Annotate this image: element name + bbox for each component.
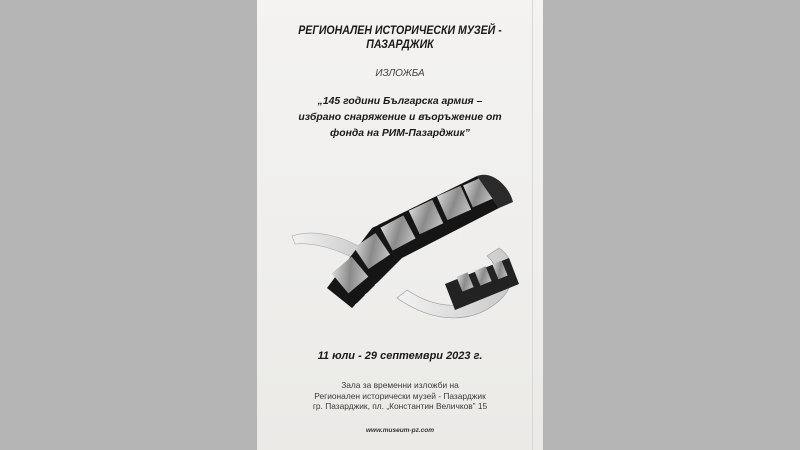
title-line: „145 години Българска армия –: [317, 96, 483, 107]
exhibition-title: [257, 94, 543, 142]
website-link[interactable]: www.museum-pz.com: [365, 427, 435, 434]
title-line: избрано снаряжение и въоръжение от: [298, 112, 502, 123]
museum-name: РЕГИОНАЛЕН ИСТОРИЧЕСКИ МУЗЕЙ - ПАЗАРДЖИК: [298, 23, 502, 51]
exhibition-dates: 11 юли - 29 септември 2023 г.: [317, 350, 483, 362]
venue-line: гр. Пазарджик, пл. „Константин Величков” 15: [312, 401, 488, 411]
exhibition-poster: [257, 0, 543, 450]
title-line: фонда на РИМ-Пазарджик”: [330, 128, 470, 139]
venue-line: Регионален исторически музей - Пазарджик: [314, 390, 486, 401]
film-strip-image: [277, 158, 527, 330]
venue-info: [257, 380, 543, 412]
venue-line: Зала за временни изложби на: [341, 380, 459, 390]
exhibition-label: ИЗЛОЖБА: [375, 68, 425, 79]
